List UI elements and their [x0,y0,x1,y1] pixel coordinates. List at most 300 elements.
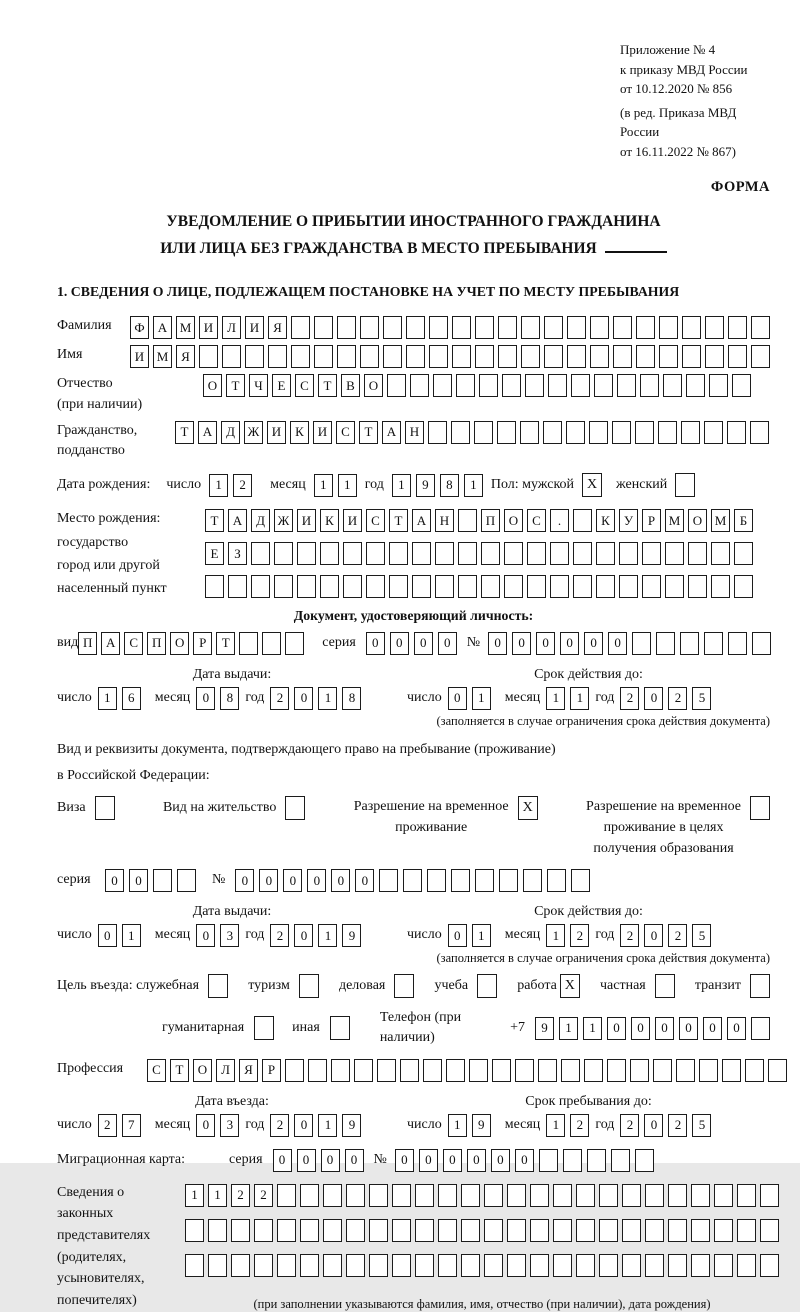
char-box[interactable] [619,575,638,598]
char-box[interactable]: 1 [583,1017,602,1040]
char-box[interactable] [427,869,446,892]
char-box[interactable] [750,421,769,444]
char-box[interactable] [474,421,493,444]
char-box[interactable]: О [203,374,222,397]
char-box[interactable] [383,345,402,368]
char-box[interactable] [504,542,523,565]
char-box[interactable] [525,374,544,397]
char-box[interactable] [691,1184,710,1207]
char-box[interactable] [596,575,615,598]
char-box[interactable]: . [550,509,569,532]
char-box[interactable] [438,1184,457,1207]
char-box[interactable] [515,1059,534,1082]
char-box[interactable] [590,316,609,339]
char-box[interactable] [297,542,316,565]
char-box[interactable]: М [711,509,730,532]
char-box[interactable]: 1 [122,924,141,947]
char-box[interactable] [681,421,700,444]
char-box[interactable]: 0 [679,1017,698,1040]
char-box[interactable]: П [78,632,97,655]
char-box[interactable] [343,575,362,598]
char-box[interactable] [576,1184,595,1207]
char-box[interactable] [561,1059,580,1082]
char-box[interactable] [484,1184,503,1207]
char-box[interactable] [688,542,707,565]
char-box[interactable]: 0 [703,1017,722,1040]
char-box[interactable]: 2 [270,1114,289,1137]
char-box[interactable] [576,1219,595,1242]
char-box[interactable] [658,421,677,444]
char-box[interactable]: О [688,509,707,532]
char-box[interactable] [594,374,613,397]
char-box[interactable]: 9 [535,1017,554,1040]
char-box[interactable] [369,1184,388,1207]
char-box[interactable]: 0 [414,632,433,655]
char-box[interactable]: Ж [274,509,293,532]
char-box[interactable] [153,869,172,892]
char-box[interactable] [208,1219,227,1242]
char-box[interactable] [711,542,730,565]
char-box[interactable] [553,1219,572,1242]
purpose-private-checkbox[interactable] [655,974,675,998]
char-box[interactable] [691,1219,710,1242]
char-box[interactable]: 0 [321,1149,340,1172]
char-box[interactable] [548,374,567,397]
char-box[interactable]: 1 [546,687,565,710]
char-box[interactable] [607,1059,626,1082]
char-box[interactable] [458,509,477,532]
char-box[interactable] [705,316,724,339]
char-box[interactable] [737,1184,756,1207]
char-box[interactable]: Н [405,421,424,444]
char-box[interactable] [383,316,402,339]
char-box[interactable] [599,1219,618,1242]
char-box[interactable]: 2 [668,1114,687,1137]
char-box[interactable]: О [504,509,523,532]
char-box[interactable] [613,345,632,368]
char-box[interactable] [469,1059,488,1082]
char-box[interactable]: 0 [294,1114,313,1137]
char-box[interactable] [507,1184,526,1207]
char-box[interactable] [429,316,448,339]
char-box[interactable] [262,632,281,655]
char-box[interactable] [461,1184,480,1207]
char-box[interactable] [406,345,425,368]
char-box[interactable] [268,345,287,368]
char-box[interactable] [498,345,517,368]
char-box[interactable]: 0 [467,1149,486,1172]
char-box[interactable] [530,1184,549,1207]
char-box[interactable] [433,374,452,397]
char-box[interactable] [377,1059,396,1082]
char-box[interactable] [403,869,422,892]
char-box[interactable] [722,1059,741,1082]
char-box[interactable]: 0 [395,1149,414,1172]
char-box[interactable] [452,345,471,368]
char-box[interactable]: 0 [488,632,507,655]
char-box[interactable] [523,869,542,892]
char-box[interactable] [300,1184,319,1207]
char-box[interactable] [714,1254,733,1277]
char-box[interactable]: Л [222,316,241,339]
char-box[interactable]: 2 [233,474,252,497]
char-box[interactable] [456,374,475,397]
char-box[interactable] [636,316,655,339]
char-box[interactable]: 3 [220,1114,239,1137]
char-box[interactable] [208,1254,227,1277]
char-box[interactable]: 5 [692,924,711,947]
char-box[interactable] [415,1219,434,1242]
char-box[interactable] [699,1059,718,1082]
char-box[interactable]: И [245,316,264,339]
char-box[interactable] [297,575,316,598]
char-box[interactable] [499,869,518,892]
char-box[interactable]: И [343,509,362,532]
char-box[interactable]: Ч [249,374,268,397]
char-box[interactable]: Б [734,509,753,532]
char-box[interactable] [254,1219,273,1242]
char-box[interactable] [539,1149,558,1172]
char-box[interactable] [320,542,339,565]
char-box[interactable] [553,1254,572,1277]
char-box[interactable] [323,1219,342,1242]
char-box[interactable]: 1 [546,1114,565,1137]
char-box[interactable] [274,575,293,598]
char-box[interactable] [274,542,293,565]
char-box[interactable]: О [364,374,383,397]
char-box[interactable] [659,316,678,339]
char-box[interactable]: 1 [209,474,228,497]
char-box[interactable] [337,316,356,339]
char-box[interactable] [630,1059,649,1082]
char-box[interactable]: 2 [570,1114,589,1137]
char-box[interactable] [543,421,562,444]
char-box[interactable]: О [193,1059,212,1082]
char-box[interactable] [622,1254,641,1277]
char-box[interactable] [688,575,707,598]
char-box[interactable]: И [199,316,218,339]
char-box[interactable]: 0 [515,1149,534,1172]
char-box[interactable] [366,575,385,598]
char-box[interactable] [640,374,659,397]
char-box[interactable] [612,421,631,444]
char-box[interactable]: М [665,509,684,532]
char-box[interactable] [392,1219,411,1242]
char-box[interactable] [751,316,770,339]
char-box[interactable] [599,1254,618,1277]
char-box[interactable]: А [101,632,120,655]
char-box[interactable] [619,542,638,565]
char-box[interactable] [728,632,747,655]
char-box[interactable] [291,316,310,339]
char-box[interactable]: Я [239,1059,258,1082]
char-box[interactable] [760,1254,779,1277]
char-box[interactable] [576,1254,595,1277]
char-box[interactable] [222,345,241,368]
char-box[interactable] [228,575,247,598]
char-box[interactable]: 0 [105,869,124,892]
char-box[interactable] [406,316,425,339]
char-box[interactable]: 1 [318,1114,337,1137]
char-box[interactable] [484,1254,503,1277]
char-box[interactable]: 1 [314,474,333,497]
char-box[interactable] [553,1184,572,1207]
char-box[interactable] [379,869,398,892]
char-box[interactable] [760,1219,779,1242]
char-box[interactable]: 0 [631,1017,650,1040]
char-box[interactable] [714,1219,733,1242]
char-box[interactable]: С [336,421,355,444]
char-box[interactable] [737,1219,756,1242]
char-box[interactable]: 6 [122,687,141,710]
char-box[interactable] [415,1254,434,1277]
char-box[interactable] [645,1219,664,1242]
char-box[interactable]: 0 [608,632,627,655]
char-box[interactable] [323,1254,342,1277]
char-box[interactable]: 0 [129,869,148,892]
char-box[interactable] [254,1254,273,1277]
char-box[interactable] [277,1184,296,1207]
char-box[interactable] [481,542,500,565]
char-box[interactable] [337,345,356,368]
char-box[interactable] [492,1059,511,1082]
char-box[interactable] [613,316,632,339]
char-box[interactable]: 0 [196,1114,215,1137]
char-box[interactable]: М [176,316,195,339]
char-box[interactable]: 2 [270,924,289,947]
char-box[interactable]: 0 [560,632,579,655]
char-box[interactable]: О [170,632,189,655]
char-box[interactable]: 0 [196,924,215,947]
visa-checkbox[interactable] [95,796,115,820]
char-box[interactable]: 2 [270,687,289,710]
char-box[interactable] [387,374,406,397]
char-box[interactable] [617,374,636,397]
char-box[interactable] [446,1059,465,1082]
char-box[interactable] [571,374,590,397]
char-box[interactable] [686,374,705,397]
char-box[interactable] [360,345,379,368]
char-box[interactable]: Ж [244,421,263,444]
char-box[interactable] [527,575,546,598]
char-box[interactable] [705,345,724,368]
char-box[interactable] [622,1184,641,1207]
char-box[interactable]: 2 [620,687,639,710]
char-box[interactable] [369,1219,388,1242]
char-box[interactable]: Т [175,421,194,444]
char-box[interactable]: 0 [331,869,350,892]
char-box[interactable]: А [228,509,247,532]
char-box[interactable] [680,632,699,655]
char-box[interactable] [704,632,723,655]
purpose-study-checkbox[interactable] [477,974,497,998]
char-box[interactable]: Р [262,1059,281,1082]
char-box[interactable] [544,345,563,368]
char-box[interactable]: 2 [98,1114,117,1137]
char-box[interactable]: К [320,509,339,532]
char-box[interactable] [323,1184,342,1207]
char-box[interactable]: 5 [692,1114,711,1137]
char-box[interactable]: А [382,421,401,444]
char-box[interactable] [360,316,379,339]
char-box[interactable] [239,632,258,655]
char-box[interactable] [656,632,675,655]
char-box[interactable] [682,316,701,339]
char-box[interactable] [566,421,585,444]
char-box[interactable] [691,1254,710,1277]
char-box[interactable]: А [412,509,431,532]
char-box[interactable] [392,1254,411,1277]
char-box[interactable]: К [290,421,309,444]
char-box[interactable] [479,374,498,397]
char-box[interactable] [668,1184,687,1207]
char-box[interactable] [291,345,310,368]
char-box[interactable] [412,542,431,565]
char-box[interactable] [346,1219,365,1242]
char-box[interactable] [645,1184,664,1207]
char-box[interactable]: 0 [390,632,409,655]
char-box[interactable]: 8 [342,687,361,710]
char-box[interactable] [544,316,563,339]
char-box[interactable] [682,345,701,368]
char-box[interactable] [751,345,770,368]
char-box[interactable] [573,509,592,532]
char-box[interactable] [331,1059,350,1082]
char-box[interactable]: 0 [419,1149,438,1172]
purpose-business-checkbox[interactable] [394,974,414,998]
char-box[interactable] [410,374,429,397]
char-box[interactable] [571,869,590,892]
char-box[interactable] [308,1059,327,1082]
char-box[interactable] [475,345,494,368]
char-box[interactable]: 0 [655,1017,674,1040]
char-box[interactable] [245,345,264,368]
char-box[interactable] [199,345,218,368]
char-box[interactable] [369,1254,388,1277]
char-box[interactable]: 0 [355,869,374,892]
char-box[interactable] [587,1149,606,1172]
char-box[interactable] [527,542,546,565]
char-box[interactable] [737,1254,756,1277]
char-box[interactable]: 2 [668,924,687,947]
char-box[interactable]: И [313,421,332,444]
char-box[interactable] [760,1184,779,1207]
char-box[interactable] [550,575,569,598]
char-box[interactable] [709,374,728,397]
char-box[interactable]: 0 [536,632,555,655]
char-box[interactable]: 1 [208,1184,227,1207]
char-box[interactable]: 7 [122,1114,141,1137]
char-box[interactable]: В [341,374,360,397]
char-box[interactable] [484,1219,503,1242]
char-box[interactable] [461,1254,480,1277]
char-box[interactable] [389,542,408,565]
char-box[interactable] [567,345,586,368]
char-box[interactable]: 9 [342,924,361,947]
char-box[interactable]: Я [176,345,195,368]
char-box[interactable]: 2 [620,1114,639,1137]
char-box[interactable] [732,374,751,397]
char-box[interactable] [314,316,333,339]
char-box[interactable] [438,1219,457,1242]
purpose-transit-checkbox[interactable] [750,974,770,998]
char-box[interactable] [458,542,477,565]
char-box[interactable]: П [481,509,500,532]
char-box[interactable] [320,575,339,598]
char-box[interactable] [300,1219,319,1242]
char-box[interactable] [590,345,609,368]
char-box[interactable]: 0 [448,687,467,710]
sex-male-checkbox[interactable]: X [582,473,602,497]
purpose-other-checkbox[interactable] [330,1016,350,1040]
char-box[interactable] [498,316,517,339]
char-box[interactable]: И [297,509,316,532]
char-box[interactable]: Т [205,509,224,532]
char-box[interactable]: 0 [644,924,663,947]
char-box[interactable]: С [147,1059,166,1082]
char-box[interactable] [611,1149,630,1172]
char-box[interactable] [458,575,477,598]
char-box[interactable]: 0 [345,1149,364,1172]
char-box[interactable] [185,1219,204,1242]
char-box[interactable]: 1 [338,474,357,497]
char-box[interactable] [550,542,569,565]
char-box[interactable]: А [153,316,172,339]
char-box[interactable] [728,345,747,368]
purpose-humanitarian-checkbox[interactable] [254,1016,274,1040]
char-box[interactable]: 1 [318,687,337,710]
char-box[interactable] [346,1254,365,1277]
char-box[interactable]: 2 [570,924,589,947]
char-box[interactable] [251,542,270,565]
char-box[interactable] [665,542,684,565]
char-box[interactable]: Т [226,374,245,397]
char-box[interactable] [521,345,540,368]
char-box[interactable]: Т [389,509,408,532]
char-box[interactable]: 0 [307,869,326,892]
char-box[interactable]: П [147,632,166,655]
char-box[interactable]: 0 [443,1149,462,1172]
char-box[interactable]: И [130,345,149,368]
char-box[interactable]: 0 [727,1017,746,1040]
char-box[interactable] [435,542,454,565]
char-box[interactable] [177,869,196,892]
char-box[interactable]: 1 [559,1017,578,1040]
char-box[interactable] [714,1184,733,1207]
char-box[interactable] [728,316,747,339]
char-box[interactable] [538,1059,557,1082]
char-box[interactable] [599,1184,618,1207]
char-box[interactable] [435,575,454,598]
char-box[interactable] [452,316,471,339]
char-box[interactable]: 1 [546,924,565,947]
char-box[interactable] [507,1219,526,1242]
char-box[interactable]: 0 [294,924,313,947]
char-box[interactable]: 0 [448,924,467,947]
char-box[interactable]: 1 [472,924,491,947]
char-box[interactable]: 0 [644,1114,663,1137]
char-box[interactable]: З [228,542,247,565]
char-box[interactable]: 0 [196,687,215,710]
char-box[interactable] [584,1059,603,1082]
char-box[interactable] [530,1219,549,1242]
char-box[interactable] [635,421,654,444]
char-box[interactable] [451,869,470,892]
char-box[interactable] [530,1254,549,1277]
char-box[interactable]: У [619,509,638,532]
char-box[interactable] [520,421,539,444]
char-box[interactable]: 8 [220,687,239,710]
